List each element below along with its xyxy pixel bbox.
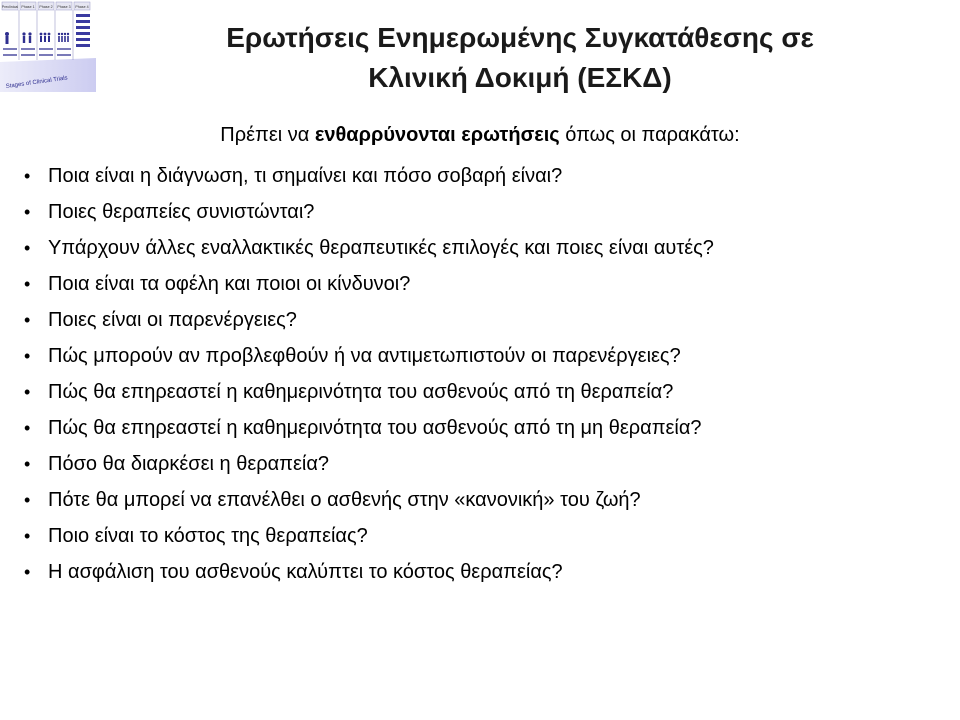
question-text: Πώς θα επηρεαστεί η καθημερινότητα του ασθενούς από τη μη θεραπεία? <box>48 417 702 439</box>
bullet: • <box>24 454 31 474</box>
question-text: Πώς μπορούν αν προβλεφθούν ή να αντιμετωπιστούν οι παρενέργειες? <box>48 345 681 367</box>
intro-before: Πρέπει να <box>220 124 315 146</box>
bullet: • <box>24 238 31 258</box>
svg-text:Phase 3: Phase 3 <box>57 5 71 9</box>
question-text: Πώς θα επηρεαστεί η καθημερινότητα του ασθενούς από τη θεραπεία? <box>48 381 674 403</box>
list-item <box>20 487 950 513</box>
slide-title <box>120 18 920 98</box>
svg-text:Phase 1: Phase 1 <box>21 5 35 9</box>
list-item <box>20 343 950 369</box>
svg-text:Phase 2: Phase 2 <box>39 5 53 9</box>
question-text: Ποια είναι τα οφέλη και ποιοι οι κίνδυνοι? <box>48 273 411 295</box>
question-text: Ποιο είναι το κόστος της θεραπείας? <box>48 525 368 547</box>
question-list <box>20 163 950 595</box>
list-item <box>20 415 950 441</box>
bullet: • <box>24 382 31 402</box>
list-item <box>20 307 950 333</box>
bullet: • <box>24 418 31 438</box>
bullet: • <box>24 310 31 330</box>
question-text: Υπάρχουν άλλες εναλλακτικές θεραπευτικές επιλογές και ποιες είναι αυτές? <box>48 237 714 259</box>
question-text: Ποιες θεραπείες συνιστώνται? <box>48 201 315 223</box>
bullet: • <box>24 490 31 510</box>
list-item <box>20 523 950 549</box>
list-item <box>20 271 950 297</box>
intro-text <box>0 122 960 148</box>
intro-emphasis: ενθαρρύνονται ερωτήσεις <box>314 124 560 146</box>
svg-text:Preclinical: Preclinical <box>1 5 19 9</box>
clinical-trials-logo <box>0 0 96 92</box>
intro-after: όπως οι παρακάτω: <box>559 124 740 146</box>
question-text: Πότε θα μπορεί να επανέλθει ο ασθενής στην «κανονική» του ζωή? <box>48 489 641 511</box>
bullet: • <box>24 346 31 366</box>
question-text: Ποια είναι η διάγνωση, τι σημαίνει και πόσο σοβαρή είναι? <box>48 165 563 187</box>
question-text: Ποιες είναι οι παρενέργειες? <box>48 309 297 331</box>
bullet: • <box>24 202 31 222</box>
bullet: • <box>24 166 31 186</box>
slide-title-line-1: Ερωτήσεις Ενημερωμένης Συγκατάθεσης σε <box>226 22 814 53</box>
question-text: Πόσο θα διαρκέσει η θεραπεία? <box>48 453 330 475</box>
svg-text:Phase 4: Phase 4 <box>75 5 89 9</box>
logo-caption: Stages of Clinical Trials <box>5 75 69 90</box>
list-item <box>20 379 950 405</box>
slide-title-line-2: Κλινική Δοκιμή (ΕΣΚΔ) <box>368 62 672 93</box>
bullet: • <box>24 274 31 294</box>
list-item <box>20 163 950 189</box>
list-item <box>20 199 950 225</box>
bullet: • <box>24 562 31 582</box>
list-item <box>20 235 950 261</box>
question-text: Η ασφάλιση του ασθενούς καλύπτει το κόστος θεραπείας? <box>48 561 563 583</box>
bullet: • <box>24 526 31 546</box>
list-item <box>20 559 950 585</box>
list-item <box>20 451 950 477</box>
